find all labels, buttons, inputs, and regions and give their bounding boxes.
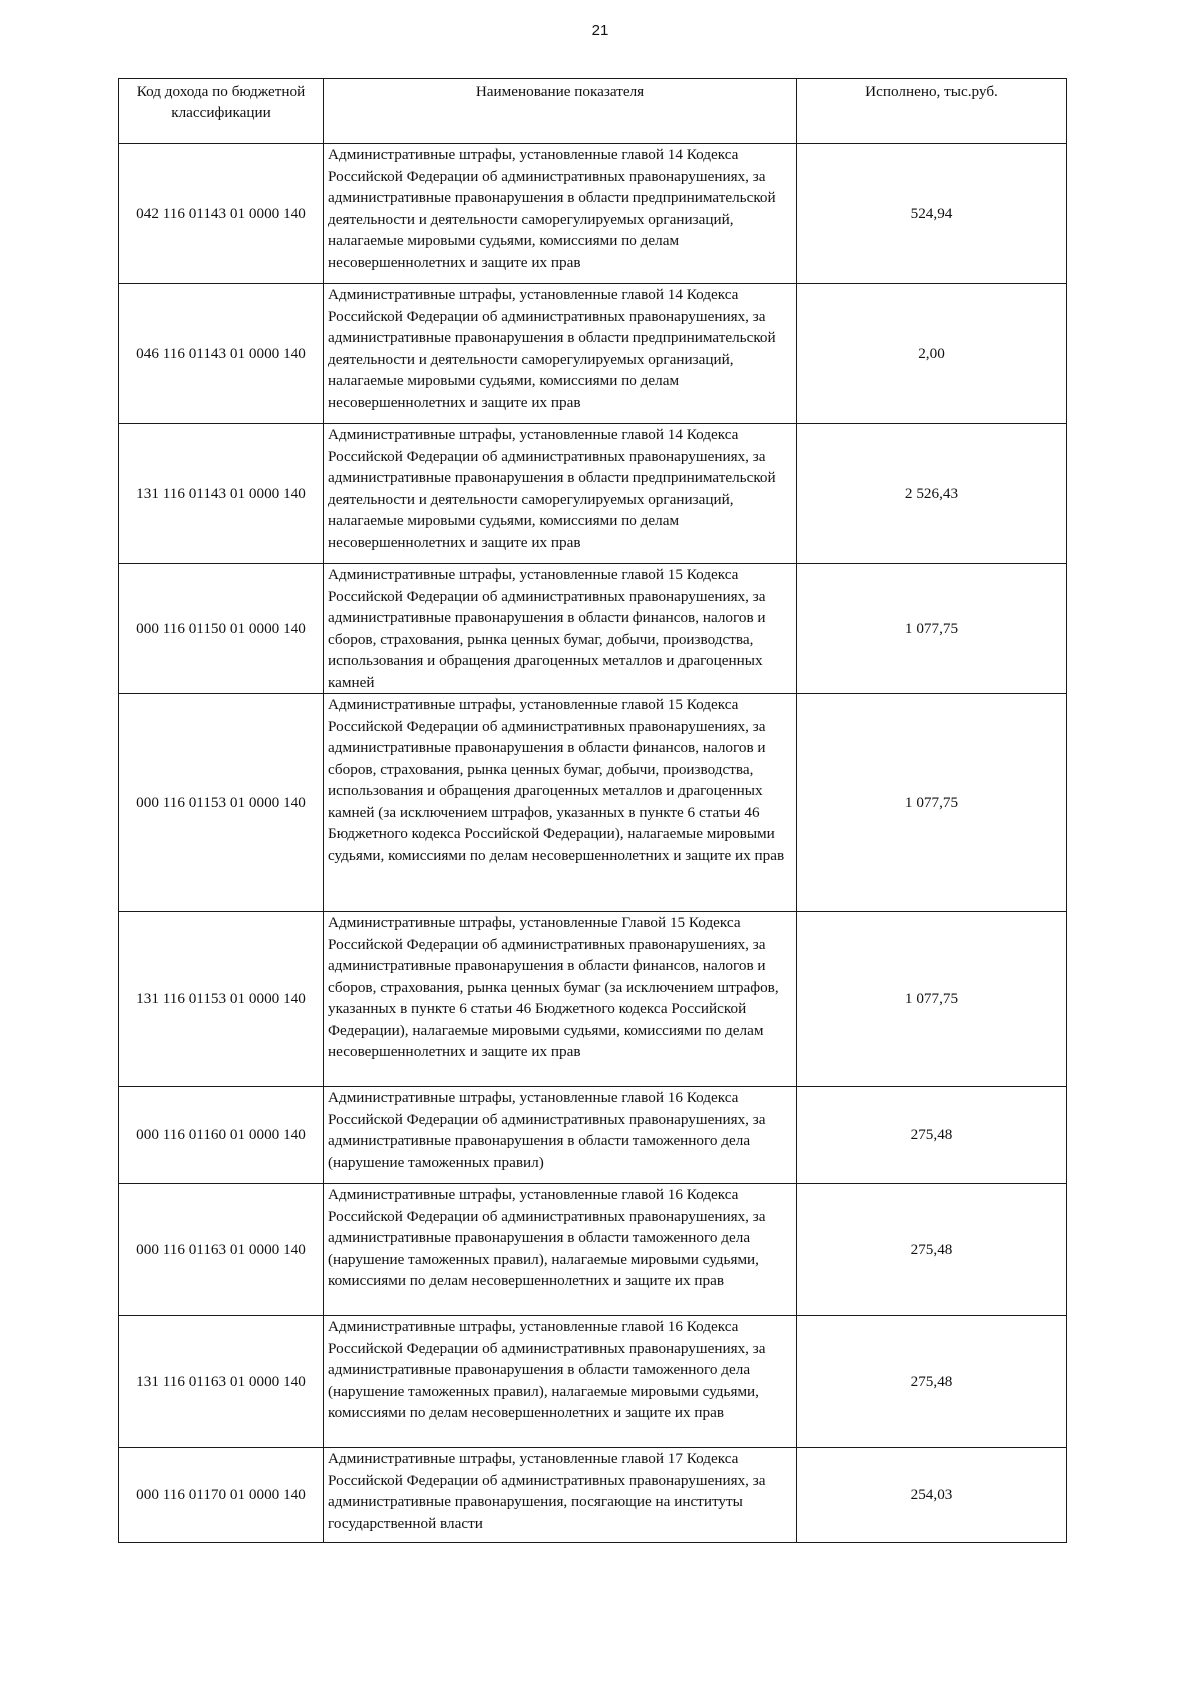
page-number: 21: [591, 22, 609, 39]
header-name: Наименование показателя: [324, 79, 797, 144]
cell-value: 275,48: [797, 1184, 1067, 1316]
table-row: [119, 912, 1067, 1087]
cell-code: 000 116 01163 01 0000 140: [119, 1184, 324, 1316]
cell-code: 131 116 01143 01 0000 140: [119, 424, 324, 564]
header-value: Исполнено, тыс.руб.: [797, 79, 1067, 144]
table-row: [119, 694, 1067, 912]
header-code: Код дохода по бюджетной классификации: [119, 79, 324, 144]
cell-code: 000 116 01150 01 0000 140: [119, 564, 324, 694]
cell-name: Административные штрафы, установленные главой 15 Кодекса Российской Федерации об административных правонарушениях, за административные правонарушения в области финансов, налогов и сборов, страхования, рынка ценных бумаг, добычи, производства, использования и обращения драгоценных металлов и драгоценных камней (за исключением штрафов, указанных в пункте 6 статьи 46 Бюджетного кодекса Российской Федерации), налагаемые мировыми судьями, комиссиями по делам несовершеннолетних и защите их прав: [324, 694, 797, 912]
table-row: [119, 1316, 1067, 1448]
cell-value: 1 077,75: [797, 564, 1067, 694]
cell-name: Административные штрафы, установленные главой 17 Кодекса Российской Федерации об административных правонарушениях, за административные правонарушения, посягающие на институты государственной власти: [324, 1448, 797, 1543]
table-row: [119, 284, 1067, 424]
revenue-table: [118, 78, 1067, 1543]
cell-name: Административные штрафы, установленные главой 14 Кодекса Российской Федерации об административных правонарушениях, за административные правонарушения в области предпринимательской деятельности и деятельности саморегулируемых организаций, налагаемые мировыми судьями, комиссиями по делам несовершеннолетних и защите их прав: [324, 144, 797, 284]
table-row: [119, 424, 1067, 564]
table-header-row: [119, 79, 1067, 144]
cell-value: 275,48: [797, 1087, 1067, 1184]
table-row: [119, 1184, 1067, 1316]
table-row: [119, 1087, 1067, 1184]
cell-name: Административные штрафы, установленные главой 14 Кодекса Российской Федерации об административных правонарушениях, за административные правонарушения в области предпринимательской деятельности и деятельности саморегулируемых организаций, налагаемые мировыми судьями, комиссиями по делам несовершеннолетних и защите их прав: [324, 284, 797, 424]
cell-name: Административные штрафы, установленные Главой 15 Кодекса Российской Федерации об административных правонарушениях, за административные правонарушения в области финансов, налогов и сборов, страхования, рынка ценных бумаг (за исключением штрафов, указанных в пункте 6 статьи 46 Бюджетного кодекса Российской Федерации), налагаемые мировыми судьями, комиссиями по делам несовершеннолетних и защите их прав: [324, 912, 797, 1087]
cell-code: 000 116 01153 01 0000 140: [119, 694, 324, 912]
cell-code: 131 116 01163 01 0000 140: [119, 1316, 324, 1448]
cell-name: Административные штрафы, установленные главой 16 Кодекса Российской Федерации об административных правонарушениях, за административные правонарушения в области таможенного дела (нарушение таможенных правил), налагаемые мировыми судьями, комиссиями по делам несовершеннолетних и защите их прав: [324, 1316, 797, 1448]
cell-code: 000 116 01160 01 0000 140: [119, 1087, 324, 1184]
cell-value: 2 526,43: [797, 424, 1067, 564]
cell-code: 042 116 01143 01 0000 140: [119, 144, 324, 284]
cell-code: 000 116 01170 01 0000 140: [119, 1448, 324, 1543]
cell-value: 1 077,75: [797, 694, 1067, 912]
table-row: [119, 1448, 1067, 1543]
cell-value: 275,48: [797, 1316, 1067, 1448]
cell-value: 524,94: [797, 144, 1067, 284]
cell-value: 254,03: [797, 1448, 1067, 1543]
table-row: [119, 144, 1067, 284]
cell-code: 131 116 01153 01 0000 140: [119, 912, 324, 1087]
cell-name: Административные штрафы, установленные главой 16 Кодекса Российской Федерации об административных правонарушениях, за административные правонарушения в области таможенного дела (нарушение таможенных правил): [324, 1087, 797, 1184]
table-row: [119, 564, 1067, 694]
cell-value: 2,00: [797, 284, 1067, 424]
cell-value: 1 077,75: [797, 912, 1067, 1087]
cell-name: Административные штрафы, установленные главой 14 Кодекса Российской Федерации об административных правонарушениях, за административные правонарушения в области предпринимательской деятельности и деятельности саморегулируемых организаций, налагаемые мировыми судьями, комиссиями по делам несовершеннолетних и защите их прав: [324, 424, 797, 564]
cell-name: Административные штрафы, установленные главой 16 Кодекса Российской Федерации об административных правонарушениях, за административные правонарушения в области таможенного дела (нарушение таможенных правил), налагаемые мировыми судьями, комиссиями по делам несовершеннолетних и защите их прав: [324, 1184, 797, 1316]
cell-code: 046 116 01143 01 0000 140: [119, 284, 324, 424]
cell-name: Административные штрафы, установленные главой 15 Кодекса Российской Федерации об административных правонарушениях, за административные правонарушения в области финансов, налогов и сборов, страхования, рынка ценных бумаг, добычи, производства, использования и обращения драгоценных металлов и драгоценных камней: [324, 564, 797, 694]
